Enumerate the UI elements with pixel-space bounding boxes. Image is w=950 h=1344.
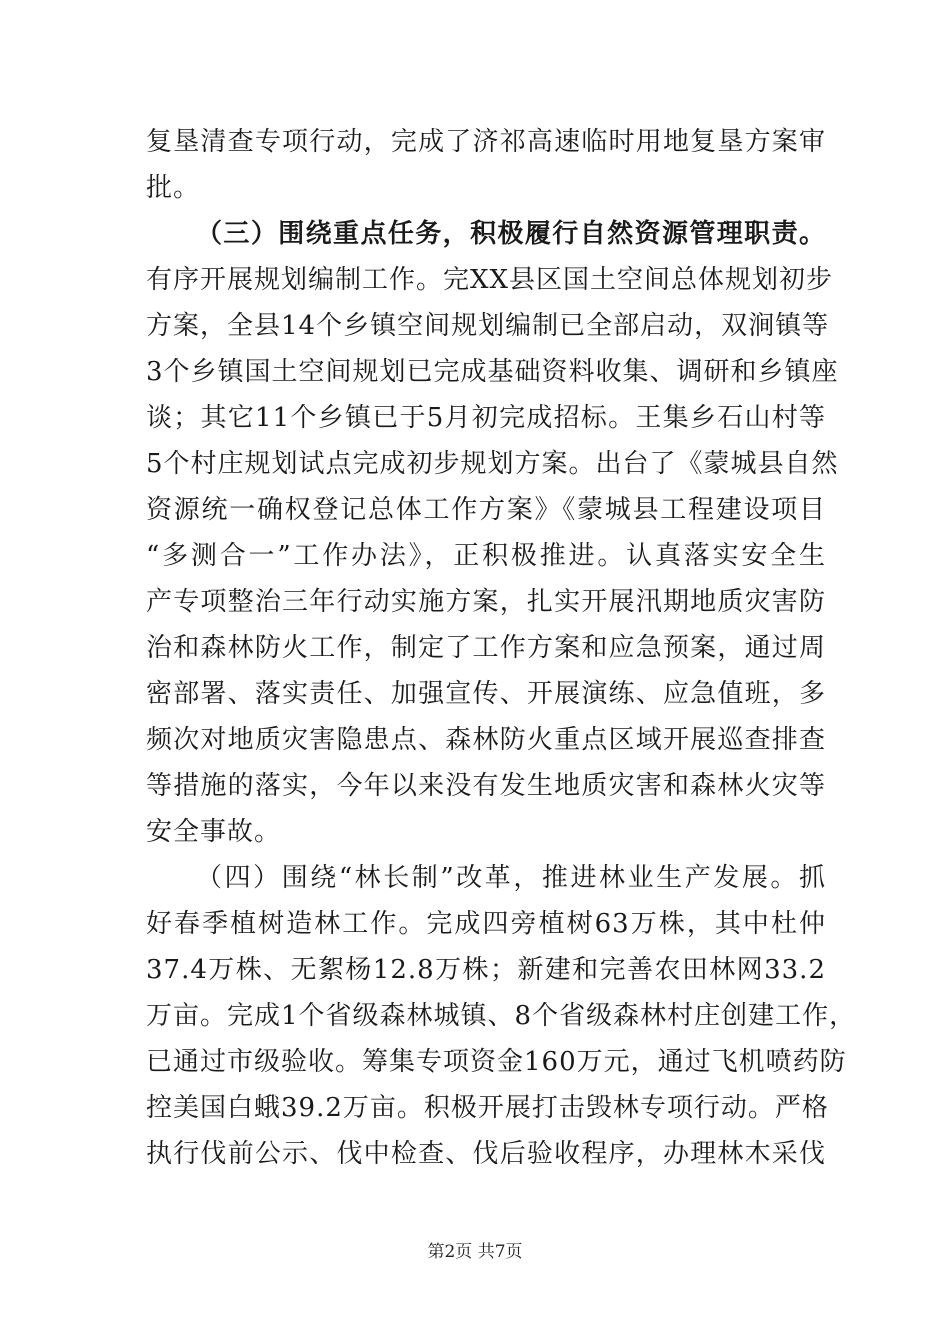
section-heading-4: （四）围绕“林长制”改革，推进林业生产发展。抓 xyxy=(196,863,826,893)
text-line: 批。 xyxy=(146,173,201,203)
text-line: 万亩。完成1个省级森林城镇、8个省级森林村庄创建工作， xyxy=(146,1001,857,1031)
text-line: 执行伐前公示、伐中检查、伐后验收程序，办理林木采伐 xyxy=(146,1139,826,1169)
text-line: 已通过市级验收。筹集专项资金160万元，通过飞机喷药防 xyxy=(146,1047,847,1077)
text-line: 5个村庄规划试点完成初步规划方案。出台了《蒙城县自然 xyxy=(146,449,839,479)
text-line: “多测合一”工作办法》，正积极推进。认真落实安全生 xyxy=(146,541,826,571)
text-line: 3个乡镇国土空间规划已完成基础资料收集、调研和乡镇座 xyxy=(146,357,839,387)
text-line: 好春季植树造林工作。完成四旁植树63万株，其中杜仲 xyxy=(146,909,826,939)
text-line: 资源统一确权登记总体工作方案》《蒙城县工程建设项目 xyxy=(146,495,826,525)
text-line: 控美国白蛾39.2万亩。积极开展打击毁林专项行动。严格 xyxy=(146,1093,829,1123)
text-line: 密部署、落实责任、加强宣传、开展演练、应急值班，多 xyxy=(146,679,826,709)
text-line: 治和森林防火工作，制定了工作方案和应急预案，通过周 xyxy=(146,633,826,663)
page-footer: 第2页 共7页 xyxy=(427,1242,523,1262)
text-line: 方案，全县14个乡镇空间规划编制已全部启动，双涧镇等 xyxy=(146,311,830,341)
text-line: 等措施的落实，今年以来没有发生地质灾害和森林火灾等 xyxy=(146,771,826,801)
text-line: 频次对地质灾害隐患点、森林防火重点区域开展巡查排查 xyxy=(146,725,826,755)
text-line: 有序开展规划编制工作。完XX县区国土空间总体规划初步 xyxy=(146,265,834,295)
text-line: 安全事故。 xyxy=(146,817,282,847)
text-line: 谈；其它11个乡镇已于5月初完成招标。王集乡石山村等 xyxy=(146,403,826,433)
text-line: 复垦清查专项行动，完成了济祁高速临时用地复垦方案审 xyxy=(146,127,826,157)
text-line: 产专项整治三年行动实施方案，扎实开展汛期地质灾害防 xyxy=(146,587,826,617)
section-heading-3: （三）围绕重点任务，积极履行自然资源管理职责。 xyxy=(196,219,826,249)
text-line: 37.4万株、无絮杨12.8万株；新建和完善农田林网33.2 xyxy=(146,955,826,985)
